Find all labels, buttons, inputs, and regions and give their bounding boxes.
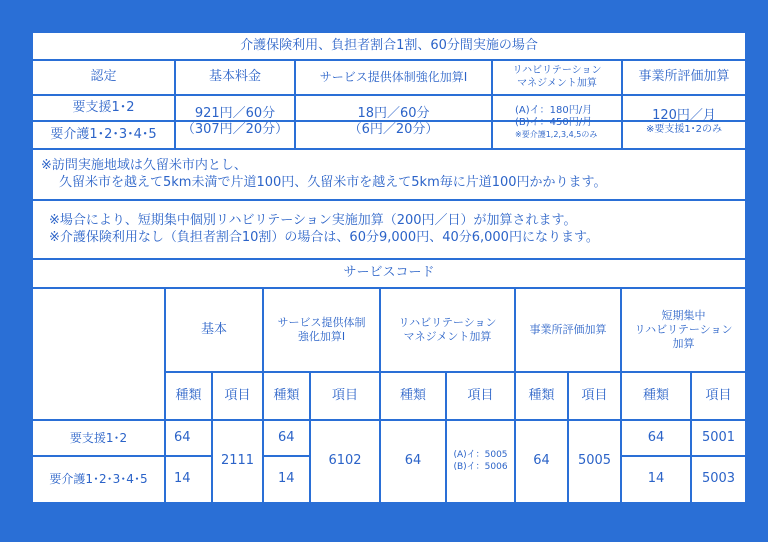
sub-shurui-tanki: 種類: [642, 387, 669, 403]
group-kihon: 基本: [200, 321, 227, 337]
reha-note: ※要介護1,2,3,4,5のみ: [515, 129, 598, 139]
jigyosho-shurui: 64: [533, 453, 550, 469]
kihon-value-line1: 921円／60分: [194, 105, 276, 121]
group-reha-management: [381, 289, 514, 371]
reha-komoku: [447, 421, 514, 502]
kihon-value-line2: （307円／20分）: [181, 122, 289, 137]
sub-komoku-tanki: 項目: [705, 387, 732, 403]
group-taisei-line1: サービス提供体制: [277, 316, 366, 330]
taisei-shurui-yokaigo: 14: [278, 471, 295, 487]
header-service-taisei: サービス提供体制強化加算Ⅰ: [319, 70, 468, 84]
taisei-komoku: 6102: [328, 453, 362, 469]
jigyosho-komoku: 5005: [577, 453, 612, 469]
travel-note-line2: 久留米市を越えて5km未満で片道100円、久留米市を越えて5km毎に片道100円かかります。: [59, 174, 607, 190]
group-reha-line1: リハビリテーション: [398, 316, 497, 330]
row-label-yokaigo: 要介護1･2･3･4･5: [50, 126, 157, 142]
reha-komoku-line1: (A)イ：5005: [453, 450, 508, 461]
sub-komoku-kihon: 項目: [224, 387, 251, 403]
header-jigyosho: 事業所評価加算: [638, 69, 730, 85]
reha-value-line2: (B)イ：450円/月: [515, 117, 593, 128]
taisei-value: [296, 96, 491, 148]
extra-note-line2: ※介護保険利用なし（負担者割合10割）の場合は、60分9,000円、40分6,000円になります。: [49, 229, 599, 245]
taisei-value-line2: （6円／20分）: [348, 122, 439, 137]
tanki-komoku-yoshien: 5001: [701, 429, 736, 445]
kihon-ryokin-value: [176, 96, 294, 148]
extra-note-line1: ※場合により、短期集中個別リハビリテーション実施加算（200円／日）が加算されます。: [49, 213, 577, 229]
sub-shurui-jigyosho: 種類: [528, 387, 555, 403]
taisei-value-line1: 18円／60分: [357, 105, 430, 121]
jigyosho-note: ※要支援1･2のみ: [645, 123, 723, 135]
sub-komoku-reha: 項目: [467, 387, 494, 403]
jigyosho-value-line1: 120円／月: [652, 107, 716, 123]
sub-shurui-taisei: 種類: [273, 387, 300, 403]
header-nintei: 認定: [90, 69, 117, 85]
code-row-label-yokaigo: 要介護1･2･3･4･5: [49, 472, 148, 486]
kihon-komoku: 2111: [220, 453, 255, 469]
tanki-shurui-yokaigo: 14: [647, 471, 665, 487]
header-reha-line1: リハビリテーション: [512, 65, 602, 76]
row-label-yoshien: 要支援1･2: [72, 99, 135, 115]
tanki-komoku-yokaigo: 5003: [701, 471, 736, 487]
header-reha-line2: マネジメント加算: [517, 77, 597, 89]
sub-komoku-taisei: 項目: [331, 387, 358, 403]
group-jigyosho: 事業所評価加算: [529, 323, 607, 337]
page-title: 介護保険利用、負担者割合1割、60分間実施の場合: [240, 37, 538, 53]
taisei-shurui-yoshien: 64: [278, 429, 295, 445]
kihon-shurui-yokaigo: 14: [174, 471, 191, 487]
reha-value-line1: (A)イ：180円/月: [515, 104, 593, 116]
group-tanki-line2: リハビリテーション: [634, 323, 733, 337]
group-service-taisei: [264, 289, 379, 371]
group-reha-line2: マネジメント加算: [403, 330, 492, 343]
group-tanki-shuchu: [622, 289, 745, 371]
sub-shurui-kihon: 種類: [175, 387, 202, 403]
tanki-shurui-yoshien: 64: [647, 429, 665, 445]
service-code-title: サービスコード: [343, 265, 435, 281]
travel-note: [41, 150, 741, 199]
extra-note: [49, 201, 741, 258]
reha-value: [493, 96, 621, 148]
reha-shurui: 64: [404, 453, 422, 469]
sub-shurui-reha: 種類: [399, 387, 426, 403]
code-row-label-yoshien: 要支援1･2: [69, 430, 128, 445]
travel-note-line1: ※訪問実施地域は久留米市内とし、: [41, 158, 247, 174]
service-fee-sheet: [31, 31, 747, 504]
jigyosho-value: [623, 96, 745, 148]
reha-komoku-line2: (B)イ：5006: [453, 461, 508, 472]
header-reha-management: [493, 61, 621, 94]
group-tanki-line3: 加算: [672, 336, 695, 350]
sub-komoku-jigyosho: 項目: [581, 387, 608, 403]
group-tanki-line1: 短期集中: [661, 309, 706, 323]
header-kihon-ryokin: 基本料金: [208, 69, 261, 85]
group-taisei-line2: 強化加算Ⅰ: [297, 330, 346, 343]
kihon-shurui-yoshien: 64: [174, 429, 191, 445]
